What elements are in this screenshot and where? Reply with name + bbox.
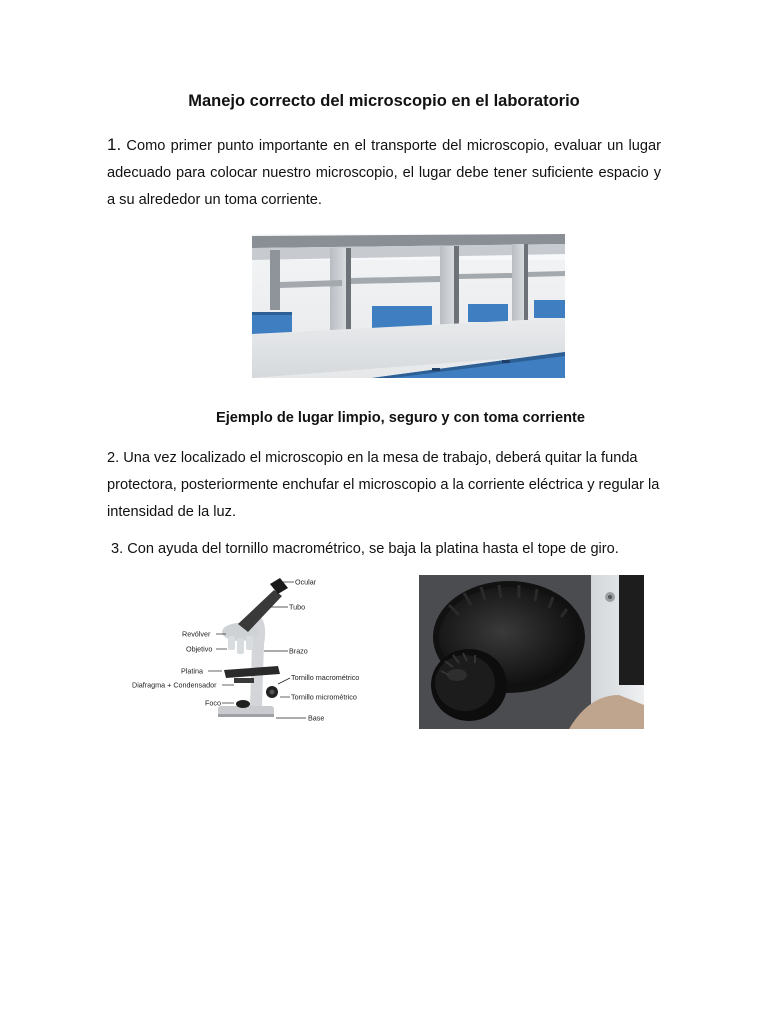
document-title: Manejo correcto del microscopio en el laboratorio xyxy=(188,92,580,110)
label-revolver: Revólver xyxy=(182,629,211,639)
label-base: Base xyxy=(308,713,325,723)
microscope-parts-diagram xyxy=(130,574,374,736)
label-brazo: Brazo xyxy=(289,646,308,656)
label-tornillo-micrometrico: Tornillo micrométrico xyxy=(291,692,357,702)
figure-caption: Ejemplo de lugar limpio, seguro y con toma corriente xyxy=(216,410,585,426)
label-diafragma-condensador: Diafragma + Condensador xyxy=(132,680,217,690)
step-3-paragraph: 3. Con ayuda del tornillo macrométrico, se baja la platina hasta el tope de giro. xyxy=(111,541,619,557)
laboratory-bench-photo xyxy=(252,234,565,378)
label-platina: Platina xyxy=(181,666,203,676)
label-objetivo: Objetivo xyxy=(186,644,213,654)
step-1-number: 1. xyxy=(107,135,122,154)
label-tubo: Tubo xyxy=(289,602,306,612)
step-2-paragraph: 2. Una vez localizado el microscopio en la mesa de trabajo, deberá quitar la funda protectora, posteriormente enchufar el microscopio a la corriente eléctrica y regular la intensidad de la luz. xyxy=(107,450,660,520)
label-tornillo-macrometrico: Tornillo macrométrico xyxy=(291,673,360,682)
focus-knob-photo xyxy=(419,575,644,729)
step-1-paragraph xyxy=(107,131,661,214)
label-ocular: Ocular xyxy=(295,577,317,587)
step-1-text: Como primer punto importante en el transporte del microscopio, evaluar un lugar adecuado para colocar nuestro microscopio, el lugar debe tener suficiente espacio y a su alrededor un toma corriente. xyxy=(107,138,661,208)
label-foco: Foco xyxy=(205,698,221,708)
